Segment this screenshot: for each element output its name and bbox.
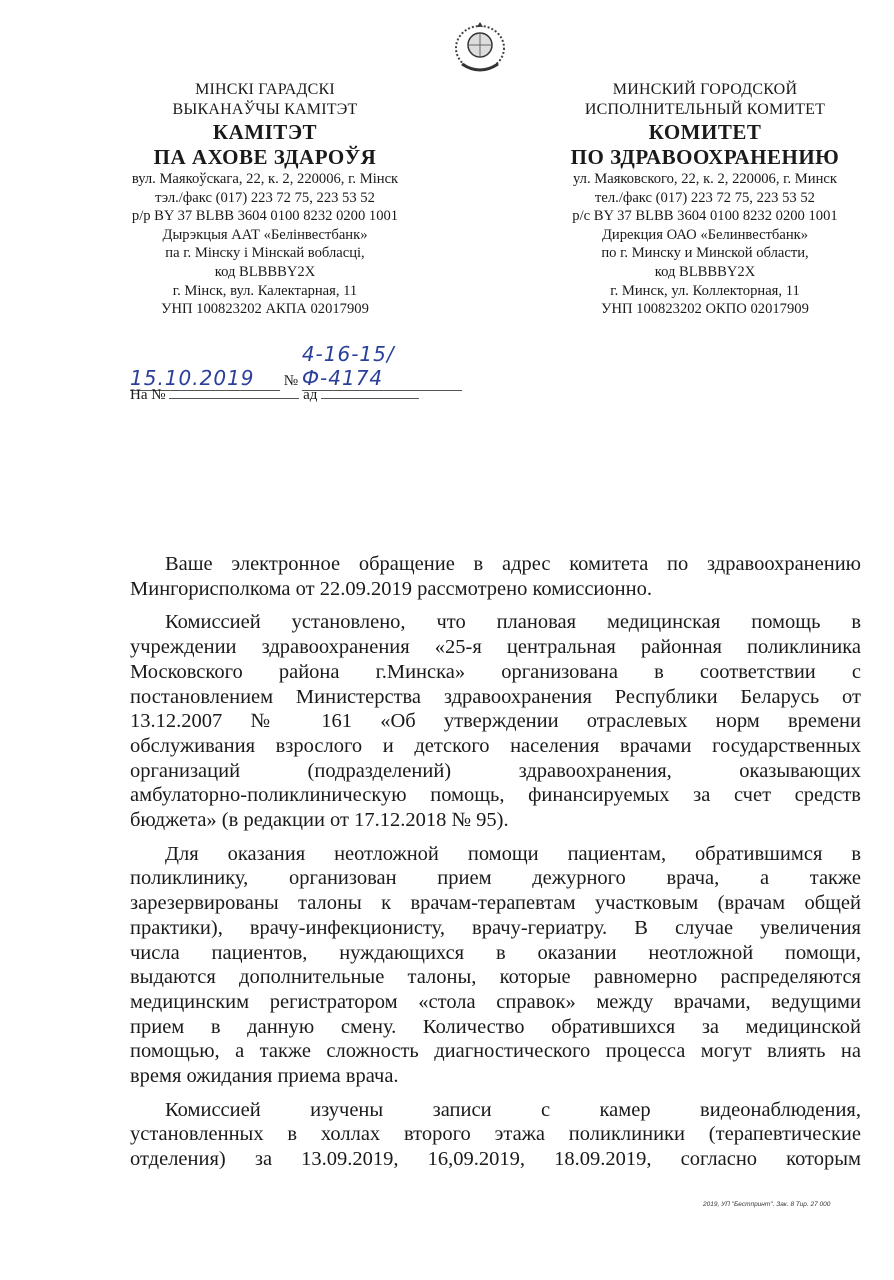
committee-name: КАМІТЭТ	[212, 120, 318, 144]
state-emblem-icon	[450, 18, 510, 80]
committee-name: ПО ЗДРАВООХРАНЕНИЮ	[570, 145, 840, 169]
detail-line: вул. Маякоўскага, 22, к. 2, 220006, г. Мінск	[131, 171, 399, 187]
reply-label: На №	[130, 387, 166, 403]
handwritten-number: 4-16-15/Ф-4174	[302, 342, 462, 391]
text-line: поликлинику, организован прием дежурного врача, а также	[130, 867, 861, 890]
paragraph	[130, 610, 861, 832]
paragraph	[130, 552, 861, 601]
text-line: постановлением Министерства здравоохранения Республики Беларусь от	[130, 685, 861, 708]
detail-line: код BLBBBY2X	[214, 263, 316, 280]
detail-line: ул. Маяковского, 22, к. 2, 220006, г. Минск	[573, 171, 837, 187]
text-line: числа пациентов, нуждающихся в оказании неотложной помощи,	[130, 941, 861, 964]
text-line: организаций (подразделений) здравоохранения, оказывающих	[130, 759, 861, 782]
text-line: амбулаторно-поликлиническую помощь, финансируемых за счет средств	[130, 784, 861, 807]
detail-line: УНП 100823202 ОКПО 02017909	[601, 301, 809, 318]
text-line: 13.12.2007 № 161 «Об утверждении отраслевых норм времени	[130, 710, 861, 733]
reply-from-label: ад	[303, 387, 318, 403]
org-name: МІНСКІ ГАРАДСКІ	[195, 81, 335, 98]
text-line: Ваше электронное обращение в адрес комитета по здравоохранению	[165, 553, 861, 575]
number-sign: №	[283, 373, 299, 389]
text-line: практики), врачу-инфекционисту, врачу-гериатру. В случае увеличения	[130, 916, 861, 939]
text-line: помощью, а также сложность диагностического процесса могут влиять на	[130, 1040, 861, 1063]
text-line: прием в данную смену. Количество обратившихся за медицинской	[130, 1015, 861, 1038]
detail-line: Дирекция ОАО «Белинвестбанк»	[601, 226, 809, 243]
text-line: выдаются дополнительные талоны, которые равномерно распределяются	[130, 966, 861, 989]
letter-body	[130, 552, 861, 1181]
text-line: бюджета» (в редакции от 17.12.2018 № 95).	[130, 809, 509, 832]
text-line: Мингорисполкома от 22.09.2019 рассмотрено комиссионно.	[130, 577, 652, 600]
detail-line: р/р BY 37 BLBB 3604 0100 8232 0200 1001	[131, 208, 399, 225]
org-name: ВЫКАНАЎЧЫ КАМІТЭТ	[172, 101, 358, 118]
detail-line: г. Минск, ул. Коллекторная, 11	[610, 282, 800, 299]
header-belarusian	[95, 80, 435, 319]
committee-name: КОМИТЕТ	[648, 120, 762, 144]
text-line: Для оказания неотложной помощи пациентам, обратившимся в	[165, 842, 861, 865]
committee-name: ПА АХОВЕ ЗДАРОЎЯ	[153, 145, 377, 169]
paragraph	[130, 1098, 861, 1172]
detail-line: Дырэкцыя ААТ «Белінвестбанк»	[162, 226, 368, 243]
detail-line: па г. Мінску і Мінскай вобласці,	[165, 245, 365, 262]
detail-line: тэл./факс (017) 223 72 75, 223 53 52	[155, 189, 375, 206]
detail-line: г. Мінск, вул. Калектарная, 11	[172, 282, 358, 299]
paragraph	[130, 842, 861, 1089]
detail-line: УНП 100823202 АКПА 02017909	[161, 301, 369, 318]
text-line: медицинским регистратором «стола справок» между врачами, ведущими	[130, 990, 861, 1013]
detail-line: тел./факс (017) 223 72 75, 223 53 52	[595, 189, 815, 206]
header-russian	[535, 80, 875, 319]
text-line: обслуживания взрослого и детского населения врачами государственных	[130, 734, 861, 757]
text-line: установленных в холлах второго этажа поликлиники (терапевтические	[130, 1123, 861, 1146]
text-line: Комиссией изучены записи с камер видеонаблюдения,	[165, 1098, 861, 1121]
print-footer: 2019, УП "Бестпринт". Зак. 8 Тир. 27 000	[703, 1201, 831, 1208]
org-name: ИСПОЛНИТЕЛЬНЫЙ КОМИТЕТ	[584, 101, 826, 118]
detail-line: по г. Минску и Минской области,	[601, 245, 809, 262]
handwritten-date: 15.10.2019	[130, 366, 280, 391]
org-name: МИНСКИЙ ГОРОДСКОЙ	[612, 81, 798, 98]
text-line: время ожидания приема врача.	[130, 1065, 399, 1088]
text-line: зарезервированы талоны к врачам-терапевтам участковым (врачам общей	[130, 892, 861, 915]
reply-reference-line	[130, 384, 419, 404]
text-line: учреждении здравоохранения «25-я центральная районная поликлиника	[130, 636, 861, 659]
text-line: Московского района г.Минска» организована в соответствии с	[130, 660, 861, 683]
detail-line: р/с BY 37 BLBB 3604 0100 8232 0200 1001	[572, 208, 838, 225]
text-line: Комиссией установлено, что плановая медицинская помощь в	[165, 611, 861, 634]
text-line: отделения) за 13.09.2019, 16,09.2019, 18.09.2019, согласно которым	[130, 1148, 861, 1171]
detail-line: код BLBBBY2X	[654, 263, 756, 280]
